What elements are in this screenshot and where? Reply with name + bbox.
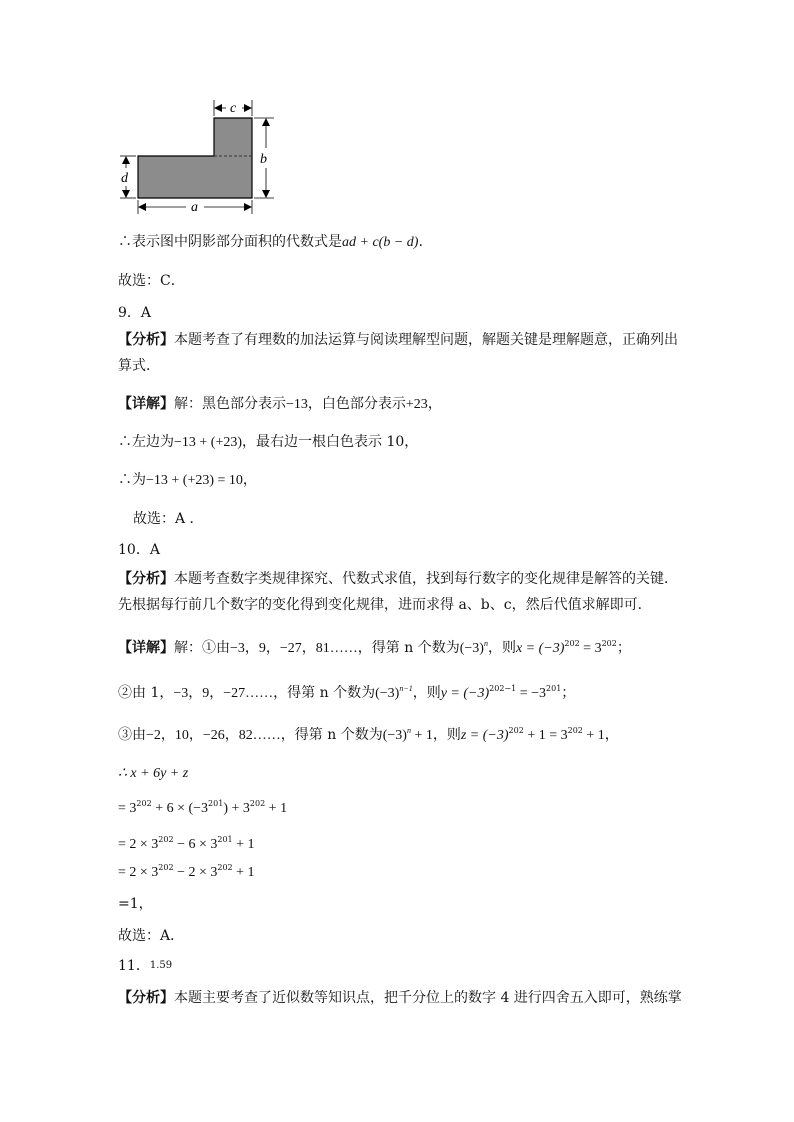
question-9-left-sum: ∴左边为−13 + (+23)，最右边一根白色表示 10， bbox=[118, 434, 419, 450]
question-9-heading: 9．A bbox=[118, 305, 152, 321]
area-expression-line: ∴表示图中阴影部分面积的代数式是ad + c(b − d). bbox=[118, 234, 423, 250]
label-d: d bbox=[121, 171, 128, 186]
question-10-step-2: = $2 \times 3^{202} - 6 \times 3^{201} + 1$ bbox=[118, 835, 255, 852]
question-9-detail: 【详解】解：黑色部分表示−13，白色部分表示+23， bbox=[118, 396, 442, 412]
question-10-choice: 故选：A． bbox=[118, 928, 185, 944]
question-10-row-2: ②由 1，−3，9，−27……，得第 n 个数为$(-3)^{n-1}$，则$y = (-3)^{202-1} = -3^{201}$； bbox=[118, 684, 576, 701]
shaded-l-shape bbox=[138, 118, 252, 198]
answer-8-choice: 故选：C． bbox=[118, 273, 185, 289]
question-9-result: ∴为−13 + (+23) = 10， bbox=[118, 472, 257, 488]
question-10-step-1: = $3^{202} + 6 \times (-3^{201}) + 3^{202} + 1$ bbox=[118, 799, 288, 816]
question-10-step-3: = $2 \times 3^{202} - 2 \times 3^{202} + 1$ bbox=[118, 863, 255, 880]
question-11-analysis: 【分析】本题主要考查了近似数等知识点，把千分位上的数字 4 进行四舍五入即可，熟练掌 bbox=[118, 990, 682, 1006]
question-9-choice: 故选：A ． bbox=[133, 511, 204, 527]
area-expression: ad + c(b − d) bbox=[342, 235, 419, 250]
label-b: b bbox=[260, 152, 267, 167]
question-11-heading: 11．1.59 bbox=[118, 958, 173, 974]
question-10-analysis: 【分析】本题考查数字类规律探究、代数式求值，找到每行数字的变化规律是解答的关键．先根据每行前几个数字的变化得到变化规律，进而求得 a、b、c，然后代值求解即可． bbox=[118, 571, 678, 613]
question-10-row-1: 【详解】解：①由−3，9，−27，81……，得第 n 个数为$(-3)^n$，则$x = (-3)^{202} = 3^{202}$； bbox=[118, 639, 631, 656]
question-10-step-4: =1， bbox=[118, 896, 153, 912]
question-10-row-3: ③由−2，10，−26，82……，得第 n 个数为$(-3)^n + 1$，则$z = (-3)^{202} + 1 = 3^{202} + 1$， bbox=[118, 726, 619, 743]
question-10-heading: 10．A bbox=[118, 542, 160, 558]
label-a: a bbox=[191, 200, 198, 215]
question-11-answer: 1.59 bbox=[149, 960, 173, 971]
question-10-sum-expression: ∴ x + 6y + z bbox=[118, 766, 189, 781]
label-c: c bbox=[230, 101, 237, 116]
question-9-analysis: 【分析】本题考查了有理数的加法运算与阅读理解型问题，解题关键是理解题意，正确列出算式． bbox=[118, 332, 678, 374]
shaded-region-figure bbox=[118, 96, 288, 216]
